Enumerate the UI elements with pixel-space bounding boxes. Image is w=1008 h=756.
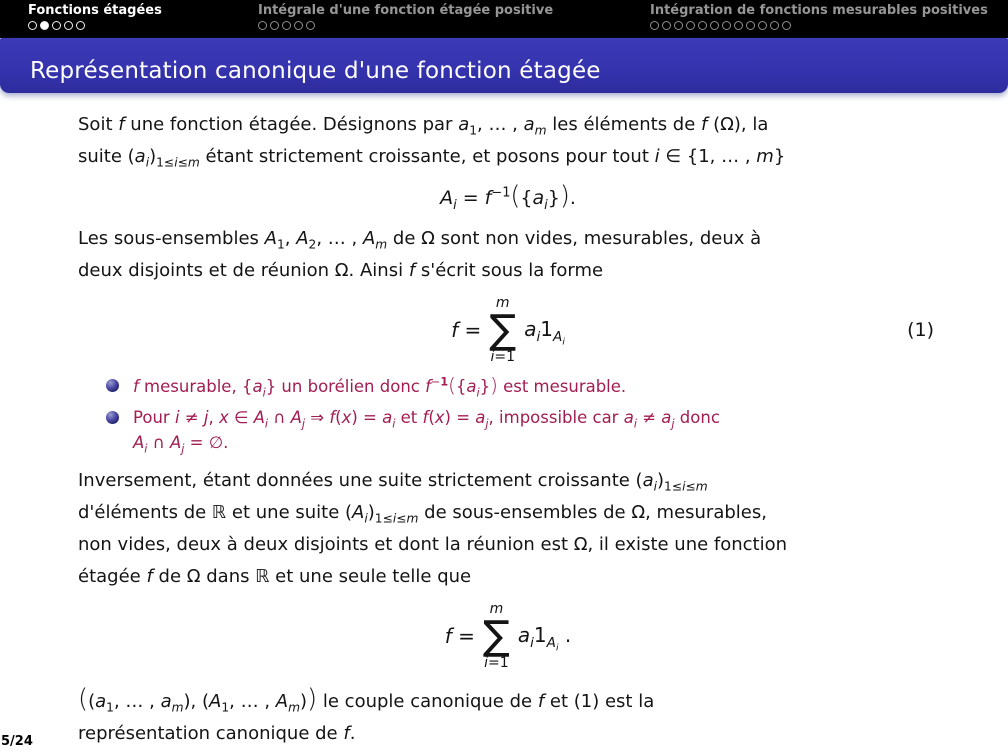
sum-lower-limit: i=1 [490,349,515,365]
equation-rhs: $a_i1_{A_i}$ [524,317,565,348]
bullet-item-disjoints [106,405,938,455]
dot-slide[interactable] [270,21,279,30]
dot-slide[interactable] [28,21,37,30]
paragraph-intro: Soit f une fonction étagée. Désignons par $a_1$, … , $a_m$ les éléments de f (Ω), la suite $(a_i)_{1\le i\le m}$ étant strictement croissante, et posons pour tout i ∈ {1, … , m} [78,114,786,170]
dot-current-slide[interactable] [40,21,49,30]
slide-body [0,93,1008,756]
dot-slide[interactable] [64,21,73,30]
ball-bullet-icon [106,411,119,424]
section-navigation-bar [0,0,1008,38]
dot-slide[interactable] [650,21,659,30]
dot-slide[interactable] [662,21,671,30]
dot-slide[interactable] [698,21,707,30]
dot-slide[interactable] [282,21,291,30]
nav-section-integration-mesurables[interactable] [650,3,988,30]
sum-lower-limit: i=1 [484,655,509,671]
equation-preimage: $A_i = f^{-1}(\{a_i\})$. [440,181,576,213]
dot-slide[interactable] [306,21,315,30]
dot-slide[interactable] [258,21,267,30]
equation-lhs: f = [451,318,482,342]
sigma-icon: ∑ [489,307,517,353]
summation-symbol [489,295,516,365]
ball-bullet-icon [106,379,119,392]
nav-section-fonctions-etagees[interactable] [28,3,162,30]
dot-slide[interactable] [686,21,695,30]
equation-sum-2 [78,601,938,671]
nav-section-label[interactable]: Fonctions étagées [28,3,162,18]
dot-slide[interactable] [746,21,755,30]
bullet-text: Pour i ≠ j, x ∈ $A_i$ ∩ $A_j$ ⇒ $f(x) = a_i$ et $f(x) = a_j$, impossible car $a_i \ne a_j$ donc $A_i$ ∩ $A_j$ = ∅. [133,408,720,456]
dot-slide[interactable] [782,21,791,30]
slide-progress-dots[interactable] [28,21,162,30]
nav-section-integrale-fonction-etagee[interactable] [258,3,553,30]
bullet-text: f mesurable, $\{a_i\}$ un borélien donc $f^{-1}(\{a_i\})$ est mesurable. [133,374,627,400]
sigma-icon: ∑ [482,613,510,659]
dot-slide[interactable] [294,21,303,30]
slide-title: Représentation canonique d'une fonction étagée [30,57,601,84]
equation-number: (1) [907,319,934,341]
sum-upper-limit: m [495,295,510,311]
dot-slide[interactable] [710,21,719,30]
equation-rhs: $a_i1_{A_i}$ . [517,623,572,654]
slide-progress-dots[interactable] [258,21,553,30]
equation-sum-1 [78,295,938,365]
paragraph-couple-canonique: (($a_1$, … , $a_m$), ($A_1$, … , $A_m$)) le couple canonique de f et (1) est la représentation canonique de f. [78,684,655,744]
paragraph-subsets: Les sous-ensembles $A_1$, $A_2$, … , $A_m$ de Ω sont non vides, mesurables, deux à deux disjoints et de réunion Ω. Ainsi f s'écrit sous la forme [78,228,762,281]
alert-bullet-list [78,373,938,455]
slide-title-bar [0,38,1008,93]
paragraph-inversement: Inversement, étant données une suite strictement croissante $(a_i)_{1\le i\le m}$ d'éléments de ℝ et une suite $(A_i)_{1\le i\le m}$ de sous-ensembles de Ω, mesurables, non vides, deux à deux disjoints et dont la réunion est Ω, il existe une fonction étagée f de Ω dans ℝ et une seule telle que [78,470,788,587]
nav-section-label[interactable]: Intégrale d'une fonction étagée positive [258,3,554,18]
sum-upper-limit: m [489,601,504,617]
dot-slide[interactable] [76,21,85,30]
nav-section-label[interactable]: Intégration de fonctions mesurables positives [650,3,988,18]
dot-slide[interactable] [52,21,61,30]
bullet-item-mesurable [106,373,938,399]
dot-slide[interactable] [758,21,767,30]
page-number: 5/24 [1,734,33,749]
summation-symbol [483,601,510,671]
slide-progress-dots[interactable] [650,21,988,30]
dot-slide[interactable] [734,21,743,30]
dot-slide[interactable] [770,21,779,30]
dot-slide[interactable] [674,21,683,30]
equation-lhs: f = [444,624,475,648]
dot-slide[interactable] [722,21,731,30]
